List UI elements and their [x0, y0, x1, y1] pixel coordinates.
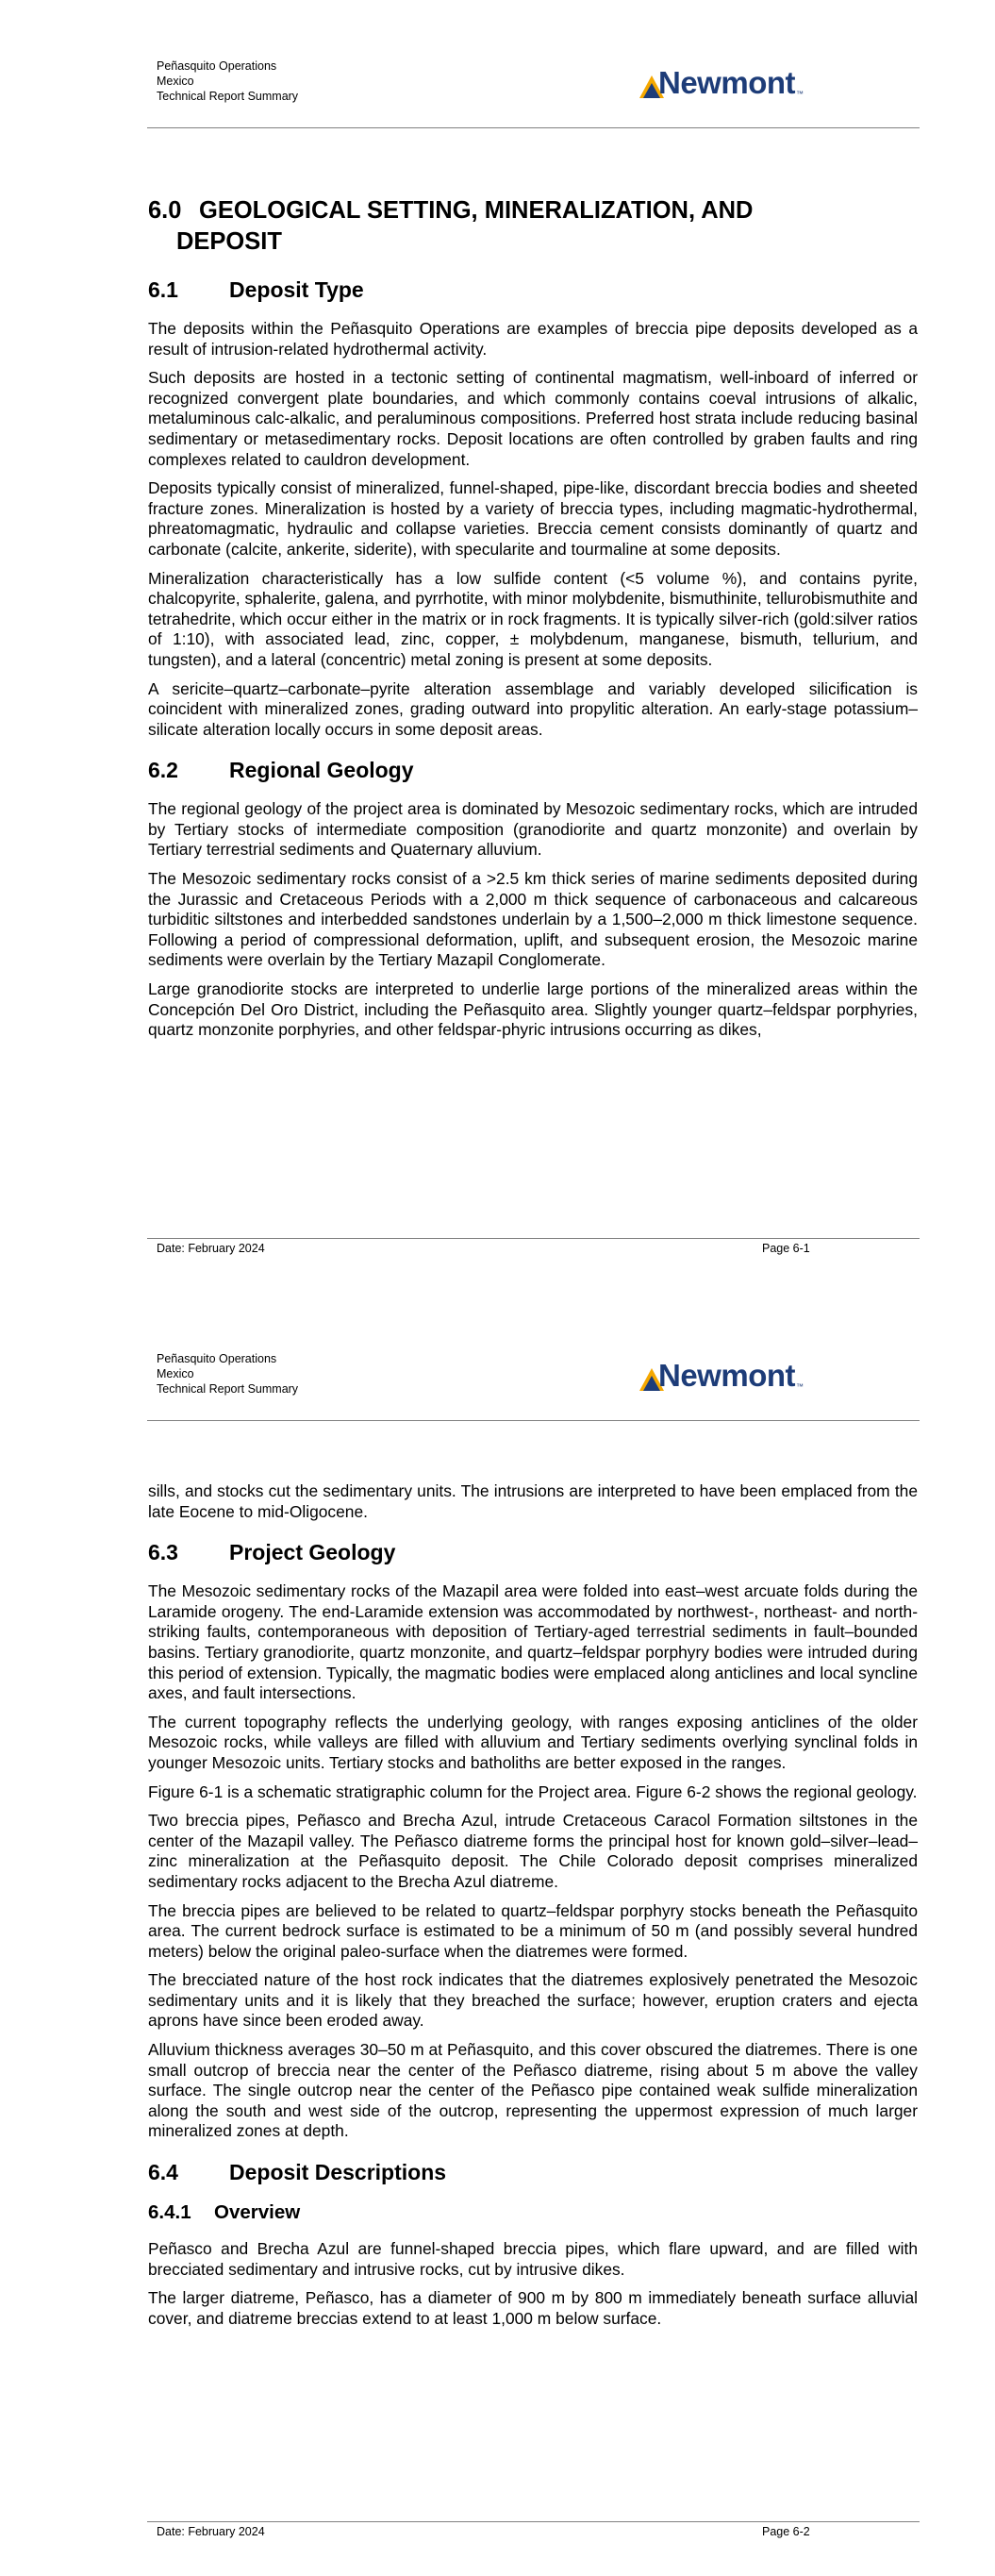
paragraph: The larger diatreme, Peñasco, has a diameter of 900 m by 800 m immediately beneath surface alluvial cover, and diatreme breccias extend to at least 1,000 m below surface.: [148, 2288, 918, 2328]
subsection-title: Overview: [214, 2201, 301, 2224]
footer-date: Date: February 2024: [157, 2525, 265, 2538]
paragraph: Peñasco and Brecha Azul are funnel-shaped breccia pipes, which flare upward, and are filled with brecciated sedimentary and intrusive rocks, cut by intrusive dikes.: [148, 2239, 918, 2279]
header-company: Peñasquito Operations: [157, 59, 277, 73]
paragraph: The deposits within the Peñasquito Operations are examples of breccia pipe deposits developed as a result of intrusion-related hydrothermal activity.: [148, 319, 918, 359]
subsection-heading-6-4-1: [148, 2200, 918, 2225]
paragraph: Figure 6-1 is a schematic stratigraphic column for the Project area. Figure 6-2 shows the regional geology.: [148, 1781, 918, 1801]
section-title: Deposit Descriptions: [229, 2160, 447, 2185]
paragraph: sills, and stocks cut the sedimentary units. The intrusions are interpreted to have been emplaced from the late Eocene to mid-Oligocene.: [148, 1481, 918, 1521]
logo-trademark: ™: [796, 90, 804, 98]
paragraph: The Mesozoic sedimentary rocks of the Mazapil area were folded into east–west arcuate folds during the Laramide orogeny. The end-Laramide extension was accommodated by northwest-, northeast- and north-striking faults, contemporaneous with deposition of Tertiary-aged terrestrial sediments in fault–bounded basins. Tertiary granodiorite, quartz monzonite, and quartz–feldspar porphyry bodies were intruded during this period of extension. Typically, the magmatic bodies were emplaced along anticlines and local syncline axes, and fault intersections.: [148, 1581, 918, 1703]
footer-page-number: Page 6-2: [762, 2525, 810, 2538]
logo-trademark: ™: [796, 1382, 804, 1391]
paragraph: Deposits typically consist of mineralized, funnel-shaped, pipe-like, discordant breccia bodies and sheeted fracture zones. Mineralization is hosted by a variety of breccia types, including magmatic-hydrothermal, phreatomagmatic, hydraulic and collapse varieties. Breccia cement consists dominantly of quartz and carbonate (calcite, ankerite, siderite), with specularite and tourmaline at some deposits.: [148, 478, 918, 559]
page-2: [0, 1288, 995, 2576]
page-2-body: [148, 1481, 918, 2337]
footer-divider: [147, 2521, 920, 2522]
section-heading-6-4: [148, 2159, 918, 2185]
section-title: Project Geology: [229, 1540, 396, 1565]
header-report: Technical Report Summary: [157, 1382, 299, 1396]
logo-text: Newmont: [658, 65, 795, 100]
header-report: Technical Report Summary: [157, 90, 299, 103]
paragraph: The current topography reflects the underlying geology, with ranges exposing anticlines of the older Mesozoic rocks, while valleys are filled with alluvium and Tertiary sediments overlying synclinal folds in younger Mesozoic units. Tertiary stocks and batholiths are better exposed in the ranges.: [148, 1712, 918, 1772]
paragraph: A sericite–quartz–carbonate–pyrite alteration assemblage and variably developed silicification is coincident with mineralized zones, grading outward into propylitic alteration. An early-stage potassium–silicate alteration locally occurs in some deposit areas.: [148, 678, 918, 739]
paragraph: The regional geology of the project area is dominated by Mesozoic sedimentary rocks, which are intruded by Tertiary stocks of intermediate composition (granodiorite and quartz monzonite) and overlain by Tertiary terrestrial sediments and Quaternary alluvium.: [148, 799, 918, 860]
paragraph: Large granodiorite stocks are interpreted to underlie large portions of the mineralized areas within the Concepción Del Oro District, including the Peñasquito area. Slightly younger quartz–feldspar porphyries, quartz monzonite porphyries, and other feldspar-phyric intrusions occurring as dikes,: [148, 979, 918, 1040]
section-heading-6-3: [148, 1539, 918, 1565]
header-country: Mexico: [157, 1367, 194, 1380]
section-number: 6.4: [148, 2160, 178, 2185]
section-heading-6-1: [148, 276, 918, 303]
newmont-logo: [639, 62, 804, 98]
chapter-title-line-1: GEOLOGICAL SETTING, MINERALIZATION, AND: [199, 197, 754, 224]
header-divider: [147, 127, 920, 128]
paragraph: The Mesozoic sedimentary rocks consist of a >2.5 km thick series of marine sediments deposited during the Jurassic and Cretaceous Periods with a 2,000 m thick sequence of carbonaceous and calcareous turbiditic siltstones and interbedded sandstones underlain by a 1,500–2,000 m thick limestone sequence. Following a period of compressional deformation, uplift, and subsequent erosion, the Mesozoic marine sediments were overlain by the Tertiary Mazapil Conglomerate.: [148, 869, 918, 970]
header-company: Peñasquito Operations: [157, 1352, 277, 1365]
footer-date: Date: February 2024: [157, 1242, 265, 1255]
page-1-body: [148, 195, 918, 1049]
footer-page-number: Page 6-1: [762, 1242, 810, 1255]
section-title: Deposit Type: [229, 277, 364, 302]
paragraph: The breccia pipes are believed to be related to quartz–feldspar porphyry stocks beneath the Peñasquito area. The current bedrock surface is estimated to be a minimum of 50 m (and possibly several hundred meters) below the original paleo-surface when the diatremes were formed.: [148, 1900, 918, 1961]
section-heading-6-2: [148, 757, 918, 783]
header-text: [157, 1351, 298, 1397]
newmont-logo: [639, 1355, 804, 1391]
section-title: Regional Geology: [229, 758, 414, 783]
paragraph: Mineralization characteristically has a low sulfide content (<5 volume %), and contains pyrite, chalcopyrite, sphalerite, galena, and pyrrhotite, with minor molybdenite, bismuthinite, tellurobismuthite and tetrahedrite, which occur either in the matrix or in rock fragments. It is typically silver-rich (gold:silver ratios of 1:10), with associated lead, zinc, copper, ± molybdenum, manganese, bismuth, tellurium, and tungsten), and a lateral (concentric) metal zoning is present at some deposits.: [148, 568, 918, 669]
header-text: [157, 59, 298, 104]
chapter-title-line-2: DEPOSIT: [176, 228, 282, 255]
logo-text: Newmont: [658, 1358, 795, 1393]
subsection-number: 6.4.1: [148, 2201, 191, 2224]
section-number: 6.3: [148, 1540, 178, 1565]
chapter-title: [148, 195, 918, 258]
chapter-number: 6.0: [148, 197, 182, 224]
paragraph: Alluvium thickness averages 30–50 m at Peñasquito, and this cover obscured the diatremes. There is one small outcrop of breccia near the center of the Peñasco diatreme, rising about 5 m above the valley surface. The single outcrop near the center of the Peñasco pipe contained weak sulfide mineralization along the south and west side of the outcrop, representing the uppermost expression of much larger mineralized zones at depth.: [148, 2040, 918, 2141]
header-country: Mexico: [157, 75, 194, 88]
paragraph: Such deposits are hosted in a tectonic setting of continental magmatism, well-inboard of inferred or recognized convergent plate boundaries, and which commonly contains coeval intrusions of alkalic, metaluminous calc-alkalic, and peraluminous compositions. Preferred host strata include reducing basinal sedimentary or metasedimentary rocks. Deposit locations are often controlled by graben faults and ring complexes related to cauldron development.: [148, 368, 918, 469]
section-number: 6.1: [148, 277, 178, 302]
paragraph: Two breccia pipes, Peñasco and Brecha Azul, intrude Cretaceous Caracol Formation siltstones in the center of the Mazapil valley. The Peñasco diatreme forms the principal host for known gold–silver–lead–zinc mineralization at the Peñasquito deposit. The Chile Colorado deposit comprises mineralized sedimentary rocks adjacent to the Brecha Azul diatreme.: [148, 1811, 918, 1891]
paragraph: The brecciated nature of the host rock indicates that the diatremes explosively penetrated the Mesozoic sedimentary units and it is likely that they breached the surface; however, eruption craters and ejecta aprons have since been eroded away.: [148, 1970, 918, 2031]
footer-divider: [147, 1238, 920, 1239]
header-divider: [147, 1420, 920, 1421]
section-number: 6.2: [148, 758, 178, 783]
